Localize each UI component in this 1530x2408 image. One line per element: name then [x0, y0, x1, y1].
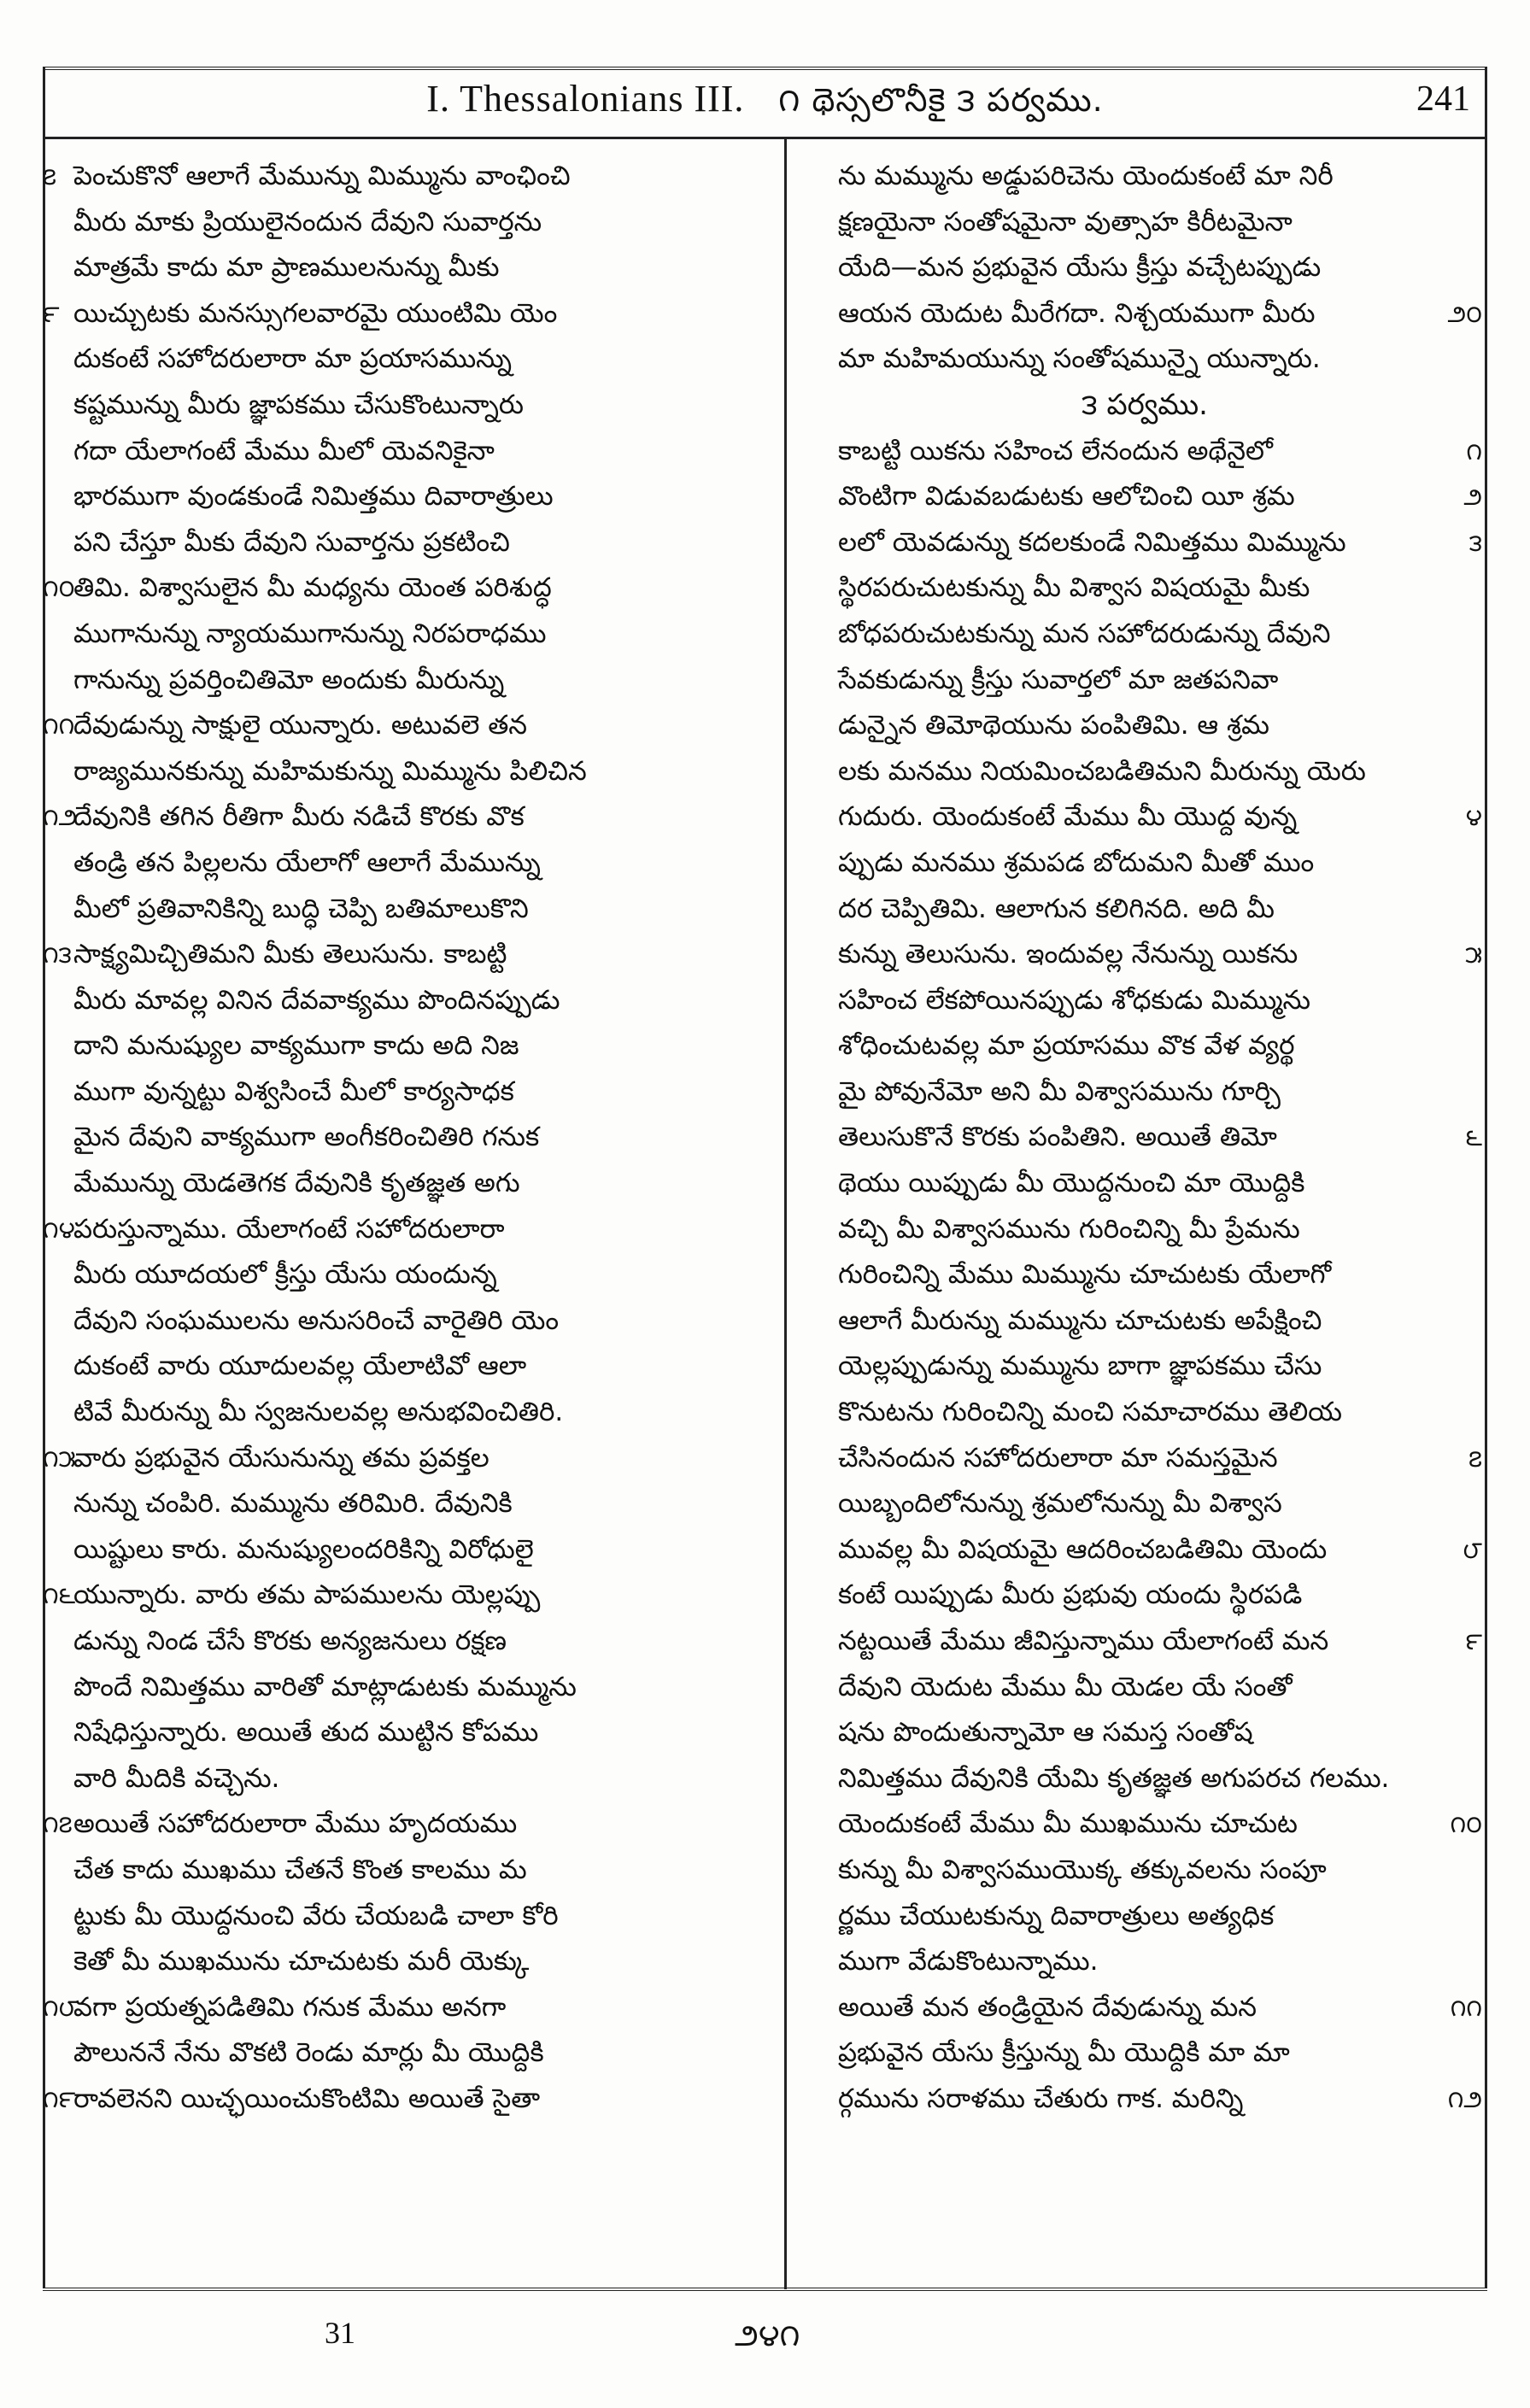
line-text: కష్టమున్ను మీరు జ్ఞాపకము చేసుకొంటున్నారు — [73, 389, 524, 420]
text-line — [807, 337, 1482, 383]
right-border — [1485, 67, 1487, 2288]
right-column — [807, 154, 1482, 2212]
line-text: గురించిన్ని మేము మిమ్మును చూచుటకు యేలాగో — [838, 1259, 1332, 1291]
line-text: డున్నైన తిమోథెయును పంపితిమి. ఆ శ్రమ — [838, 710, 1269, 741]
text-line — [807, 841, 1482, 887]
line-text: ఆయన యెదుట మీరేగదా. నిశ్చయముగా మీరు — [838, 297, 1316, 329]
line-text: అయితే సహోదరులారా మేము హృదయము — [73, 1808, 518, 1840]
text-line — [807, 887, 1482, 933]
text-line — [43, 1298, 718, 1345]
text-line — [43, 1023, 718, 1069]
text-line — [43, 1710, 718, 1756]
text-line — [43, 200, 718, 246]
line-text: ర్గమును సరాళము చేతురు గాక. మరిన్ని — [838, 2083, 1244, 2114]
line-text: ముగానున్ను న్యాయముగానున్ను నిరపరాధము — [73, 618, 547, 649]
line-text: కున్ను తెలుసును. ఇందువల్ల నేనున్ను యికను — [838, 939, 1298, 970]
text-line — [43, 154, 718, 200]
text-line — [807, 1939, 1482, 1985]
line-text: యున్నారు. వారు తమ పాపములను యెల్లప్పు — [73, 1579, 541, 1611]
line-text: మేమున్ను యెడతెగక దేవునికి కృతజ్ఞత అగు — [73, 1168, 520, 1199]
verse-number-right: ౧౧ — [1450, 1993, 1482, 2022]
line-text: షను పొందుతున్నామో ఆ సమస్త సంతోష — [838, 1717, 1253, 1749]
line-text: నిషేధిస్తున్నారు. అయితే తుద ముట్టిన కోపము — [73, 1717, 539, 1749]
text-line — [807, 2030, 1482, 2077]
verse-number-right: ౬ — [1465, 1123, 1482, 1152]
text-line — [43, 1115, 718, 1161]
bottom-border — [43, 2288, 1487, 2291]
line-text: గుదురు. యెందుకంటే మేము మీ యొద్ద వున్న — [838, 801, 1298, 833]
text-line — [43, 565, 718, 612]
text-line — [807, 1481, 1482, 1527]
text-line — [807, 1023, 1482, 1069]
line-text: రాజ్యమునకున్ను మహిమకున్ను మిమ్మును పిలిచిన — [73, 755, 587, 787]
line-text: వారు ప్రభువైన యేసునున్ను తమ ప్రవక్తల — [73, 1442, 489, 1474]
line-text: సేవకుడున్ను క్రీస్తు సువార్తలో మా జతపనివా — [838, 664, 1279, 695]
text-line — [43, 1436, 718, 1482]
text-line — [43, 1390, 718, 1436]
text-line — [807, 1161, 1482, 1207]
text-line — [807, 1069, 1482, 1116]
line-text: దర చెప్పితిమి. ఆలాగున కలిగినది. అది మీ — [838, 893, 1275, 924]
line-text: యెందుకంటే మేము మీ ముఖమును చూచుట — [838, 1808, 1298, 1840]
line-text: నట్టయితే మేము జీవిస్తున్నాము యేలాగంటే మన — [838, 1626, 1329, 1656]
line-text: దుకంటే సహోదరులారా మా ప్రయాసమున్ను — [73, 343, 513, 375]
verse-number-left: ౧౫ — [43, 1444, 76, 1473]
verse-number-left: ౭ — [43, 162, 57, 190]
text-line — [807, 1207, 1482, 1253]
line-text: తెలుసుకొనే కొరకు పంపితిని. అయితే తిమో — [838, 1122, 1277, 1153]
chapter-heading — [807, 383, 1482, 429]
line-text: మాత్రమే కాదు మా ప్రాణములనున్ను మీకు — [73, 252, 500, 284]
line-text: యిబ్బందిలోనున్ను శ్రమలోనున్ను మీ విశ్వాస — [838, 1488, 1282, 1520]
text-line — [43, 383, 718, 429]
verse-number-left: ౧౬ — [43, 1581, 76, 1610]
line-text: పౌలుననే నేను వొకటి రెండు మార్లు మీ యొద్దికి — [73, 2037, 544, 2069]
text-line — [807, 565, 1482, 612]
text-line — [43, 1161, 718, 1207]
verse-number-right: ౪ — [1465, 803, 1482, 832]
text-line — [807, 429, 1482, 475]
line-text: వొంటిగా విడువబడుటకు ఆలోచించి యీ శ్రమ — [838, 481, 1295, 513]
line-text: లలో యెవడున్ను కదలకుండే నిమిత్తము మిమ్మును — [838, 526, 1346, 558]
line-text: వగా ప్రయత్నపడితిమి గనుక మేము అనగా — [73, 1991, 507, 2023]
text-line — [807, 1527, 1482, 1573]
line-text: గదా యేలాగంటే మేము మీలో యెవనికైనా — [73, 435, 495, 466]
verse-number-left: ౧౩ — [43, 940, 72, 970]
line-text: థెయు యిప్పుడు మీ యొద్దనుంచి మా యొద్దికి — [838, 1168, 1305, 1199]
verse-number-left: ౧౨ — [43, 803, 78, 832]
line-text: ట్టుకు మీ యొద్దనుంచి వేరు చేయబడి చాలా కోరి — [73, 1900, 559, 1931]
text-line — [807, 658, 1482, 704]
text-line — [807, 794, 1482, 841]
line-text: ముగా వేడుకొంటున్నాము. — [838, 1946, 1099, 1977]
text-line — [807, 749, 1482, 795]
header-title-english: I. Thessalonians III. — [426, 78, 745, 120]
verse-number-left: ౧౮ — [43, 1993, 79, 2022]
line-text: మీరు యూదయలో క్రీస్తు యేసు యందున్న — [73, 1259, 497, 1291]
text-line — [807, 1756, 1482, 1802]
verse-number-right: ౧౨ — [1447, 2084, 1482, 2113]
line-text: పరుస్తున్నాము. యేలాగంటే సహోదరులారా — [73, 1213, 505, 1245]
line-text: యిష్టులు కారు. మనుష్యులందరికిన్ని విరోధులై — [73, 1533, 534, 1565]
text-line — [807, 1894, 1482, 1940]
text-line — [807, 703, 1482, 749]
header-title-telugu: ౧ థెస్సలొనీకై ౩ పర్వము. — [778, 81, 1104, 119]
text-line — [807, 1985, 1482, 2031]
verse-number-left: ౧౯ — [43, 2084, 76, 2113]
text-line — [807, 1710, 1482, 1756]
text-line — [43, 887, 718, 933]
line-text: చేసినందున సహోదరులారా మా సమస్తమైన — [838, 1442, 1278, 1474]
text-line — [43, 612, 718, 658]
text-line — [43, 1069, 718, 1116]
text-line — [807, 612, 1482, 658]
line-text: చేత కాదు ముఖము చేతనే కొంత కాలము మ — [73, 1854, 527, 1885]
text-line — [807, 932, 1482, 978]
line-text: కాబట్టి యికను సహించ లేనందున అథేనైలో — [838, 435, 1273, 466]
text-line — [43, 794, 718, 841]
text-line — [43, 1619, 718, 1665]
verse-number-right: ౩ — [1468, 528, 1482, 557]
verse-number-left: ౧౧ — [43, 712, 75, 741]
line-text: కున్ను మీ విశ్వాసముయొక్క తక్కువలను సంపూ — [838, 1854, 1327, 1885]
text-line — [807, 1573, 1482, 1619]
verse-number-right: ౨౦ — [1447, 299, 1482, 328]
line-text: దేవుని సంఘములను అనుసరించే వారైతిరి యెం — [73, 1304, 560, 1336]
verse-number-left: ౯ — [43, 299, 60, 328]
line-text: వారి మీదికి వచ్చెను. — [73, 1762, 280, 1794]
text-line — [807, 1619, 1482, 1665]
line-text: యేది—మన ప్రభువైన యేసు క్రీస్తు వచ్చేటప్పుడు — [838, 252, 1322, 284]
line-text: ను మమ్మును అడ్డుపరిచెను యెందుకంటే మా నిరీ — [838, 161, 1334, 191]
line-text: దుకంటే వారు యూదులవల్ల యేలాటివో ఆలా — [73, 1350, 527, 1382]
text-line — [43, 978, 718, 1024]
line-text: క్షణయైనా సంతోషమైనా వుత్సాహ కిరీటమైనా — [838, 206, 1293, 237]
line-text: దేవునికి తగిన రీతిగా మీరు నడిచే కొరకు వొక — [73, 801, 525, 833]
line-text: తిమి. విశ్వాసులైన మీ మధ్యను యెంత పరిశుద్ధ — [73, 572, 552, 604]
signature-mark-left: 31 — [325, 2316, 355, 2350]
column-divider — [784, 137, 787, 2289]
verse-number-right: ౨ — [1463, 483, 1482, 512]
text-line — [807, 200, 1482, 246]
line-text: భారముగా వుండకుండే నిమిత్తము దివారాత్రులు — [73, 481, 554, 513]
line-text: మైన దేవుని వాక్యముగా అంగీకరించితిరి గనుక — [73, 1122, 540, 1153]
text-line — [43, 703, 718, 749]
text-line — [807, 520, 1482, 566]
text-line — [43, 1573, 718, 1619]
line-text: ప్పుడు మనము శ్రమపడ బోదుమని మీతో ముం — [838, 847, 1315, 878]
left-column — [43, 154, 718, 2212]
verse-number-right: ౮ — [1463, 1535, 1482, 1564]
line-text: పెంచుకొనో ఆలాగే మేమున్ను మిమ్మును వాంఛించి — [73, 161, 571, 191]
line-text: మా మహిమయున్ను సంతోషమున్నై యున్నారు. — [838, 343, 1321, 375]
line-text: మీలో ప్రతివానికిన్ని బుద్ధి చెప్పి బతిమాలుకొని — [73, 893, 529, 924]
text-line — [43, 1894, 718, 1940]
line-text: దాని మనుష్యుల వాక్యముగా కాదు అది నిజ — [73, 1030, 519, 1062]
line-text: నున్ను చంపిరి. మమ్మును తరిమిరి. దేవునికి — [73, 1488, 513, 1520]
line-text: ర్ణము చేయుటకున్ను దివారాత్రులు అత్యధిక — [838, 1900, 1275, 1931]
line-text: తండ్రి తన పిల్లలను యేలాగో ఆలాగే మేమున్ను — [73, 847, 541, 878]
text-line — [43, 2030, 718, 2077]
text-line — [43, 1985, 718, 2031]
line-text: స్థిరపరుచుటకున్ను మీ విశ్వాస విషయమై మీకు — [838, 572, 1310, 604]
text-line — [807, 1802, 1482, 1848]
line-text: రావలెనని యిచ్ఛయించుకొంటిమి అయితే సైతా — [73, 2083, 541, 2114]
text-line — [43, 1344, 718, 1390]
line-text: సాక్ష్యమిచ్చితిమని మీకు తెలుసును. కాబట్టి — [73, 939, 507, 970]
line-text: ప్రభువైన యేసు క్రీస్తున్ను మీ యొద్దికి మా మా — [838, 2037, 1290, 2069]
text-line — [807, 1344, 1482, 1390]
header-rule — [43, 137, 1487, 139]
line-text: కంటే యిప్పుడు మీరు ప్రభువు యందు స్థిరపడి — [838, 1579, 1303, 1611]
line-text: శోధించుటవల్ల మా ప్రయాసము వొక వేళ వ్యర్థ — [838, 1030, 1295, 1062]
text-line — [807, 1390, 1482, 1436]
line-text: పొందే నిమిత్తము వారితో మాట్లాడుటకు మమ్మును — [73, 1671, 577, 1702]
text-line — [807, 1115, 1482, 1161]
line-text: అయితే మన తండ్రియైన దేవుడున్ను మన — [838, 1991, 1257, 2023]
line-text: ౩ పర్వము. — [1082, 387, 1208, 422]
line-text: సహించ లేకపోయినప్పుడు శోధకుడు మిమ్మును — [838, 984, 1310, 1016]
text-line — [43, 337, 718, 383]
line-text: ఆలాగే మీరున్ను మమ్మును చూచుటకు అపేక్షించి — [838, 1304, 1322, 1336]
header-title — [51, 77, 1479, 127]
text-line — [43, 1207, 718, 1253]
verse-number-left: ౧౦ — [43, 574, 75, 603]
text-line — [807, 154, 1482, 200]
line-text: నిమిత్తము దేవునికి యేమి కృతజ్ఞత అగుపరచ గలము. — [838, 1762, 1390, 1794]
line-text: గానున్ను ప్రవర్తించితిమో అందుకు మీరున్ను — [73, 664, 505, 695]
text-line — [43, 2077, 718, 2123]
text-line — [807, 474, 1482, 520]
line-text: మువల్ల మీ విషయమై ఆదరించబడితిమి యెందు — [838, 1533, 1328, 1565]
line-text: వచ్చి మీ విశ్వాసమును గురించిన్ని మీ ప్రేమను — [838, 1213, 1300, 1245]
line-text: టివే మీరున్ను మీ స్వజనులవల్ల అనుభవించితిరి. — [73, 1397, 564, 1428]
text-line — [807, 291, 1482, 337]
line-text: ముగా వున్నట్టు విశ్వసించే మీలో కార్యసాధక — [73, 1075, 514, 1107]
line-text: మీరు మాకు ప్రియులైనందున దేవుని సువార్తను — [73, 206, 542, 237]
text-line — [43, 245, 718, 291]
line-text: మీరు మావల్ల వినిన దేవవాక్యము పొందినప్పుడు — [73, 984, 560, 1016]
line-text: మై పోవునేమో అని మీ విశ్వాసమును గూర్చి — [838, 1075, 1281, 1107]
line-text: దేవుని యెదుట మేము మీ యెడల యే సంతో — [838, 1671, 1293, 1702]
text-line — [43, 520, 718, 566]
text-line — [43, 1665, 718, 1711]
text-line — [807, 1298, 1482, 1345]
text-line — [43, 1939, 718, 1985]
line-text: కెతో మీ ముఖమును చూచుటకు మరీ యెక్కు — [73, 1946, 530, 1977]
text-line — [43, 1252, 718, 1298]
text-line — [43, 932, 718, 978]
line-text: దేవుడున్ను సాక్షులై యున్నారు. అటువలె తన — [73, 710, 528, 741]
verse-number-right: ౧ — [1466, 436, 1482, 466]
text-line — [43, 658, 718, 704]
text-line — [43, 749, 718, 795]
text-line — [43, 474, 718, 520]
verse-number-right: ౯ — [1465, 1627, 1482, 1655]
line-text: బోధపరుచుటకున్ను మన సహోదరుడున్ను దేవుని — [838, 618, 1331, 649]
text-line — [807, 1252, 1482, 1298]
verse-number-right: ౫ — [1465, 940, 1482, 970]
text-line — [807, 2077, 1482, 2123]
verse-number-left: ౧౪ — [43, 1215, 75, 1244]
text-line — [43, 429, 718, 475]
text-line — [43, 1527, 718, 1573]
text-line — [43, 1802, 718, 1848]
text-line — [807, 245, 1482, 291]
text-line — [807, 978, 1482, 1024]
text-line — [807, 1436, 1482, 1482]
text-line — [807, 1848, 1482, 1894]
running-header — [51, 68, 1479, 162]
verse-number-right: ౧౦ — [1450, 1810, 1482, 1839]
verse-number-left: ౧౭ — [43, 1810, 73, 1839]
line-text: యెల్లప్పుడున్ను మమ్మును బాగా జ్ఞాపకము చేసు — [838, 1350, 1322, 1382]
text-line — [43, 1848, 718, 1894]
line-text: యిచ్చుటకు మనస్సుగలవారమై యుంటిమి యెం — [73, 297, 558, 329]
text-line — [43, 841, 718, 887]
verse-number-right: ౭ — [1468, 1444, 1482, 1473]
line-text: డున్ను నిండ చేసే కొరకు అన్యజనులు రక్షణ — [73, 1626, 507, 1656]
line-text: కొనుటను గురించిన్ని మంచి సమాచారము తెలియ — [838, 1397, 1343, 1428]
line-text: పని చేస్తూ మీకు దేవుని సువార్తను ప్రకటించి — [73, 526, 510, 558]
text-line — [43, 1481, 718, 1527]
page-number: 241 — [1416, 79, 1470, 119]
text-line — [43, 291, 718, 337]
text-line — [807, 1665, 1482, 1711]
signature-mark-center: ౨౪౧ — [735, 2318, 800, 2353]
text-line — [43, 1756, 718, 1802]
footer — [0, 2306, 1530, 2375]
line-text: లకు మనము నియమించబడితిమని మీరున్ను యెరు — [838, 755, 1366, 787]
